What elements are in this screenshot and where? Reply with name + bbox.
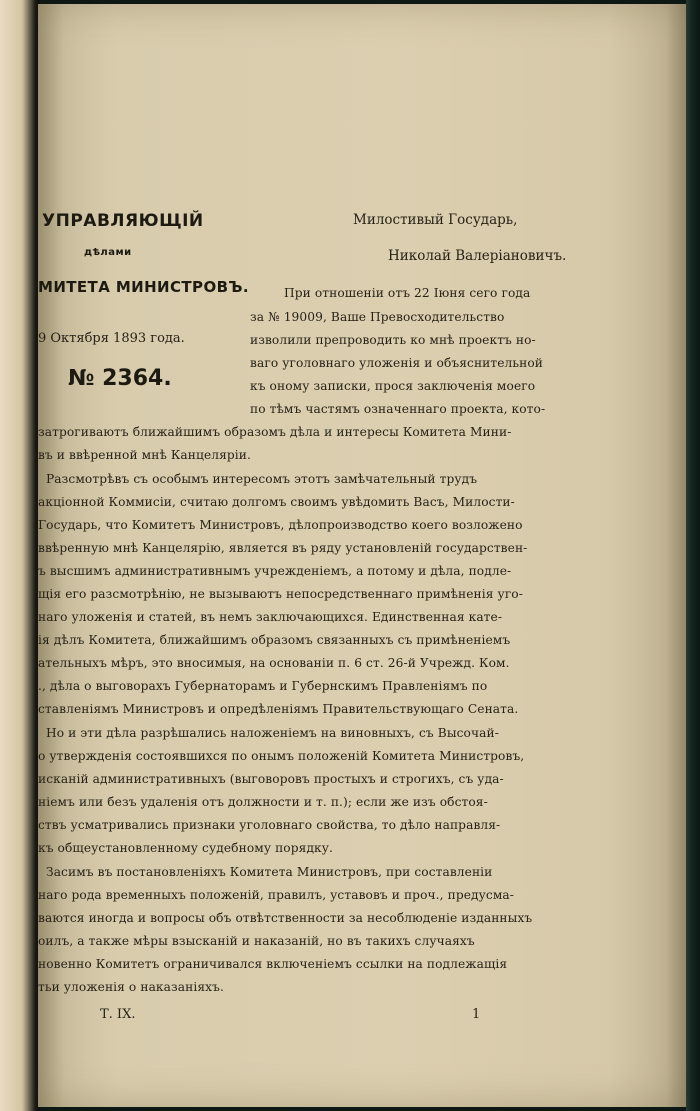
body-line: къ общеустановленному судебному порядку. [38,841,334,855]
salutation-line-2: Николай Валеріановичъ. [388,248,567,264]
volume-marker: Т. IX. [100,1007,136,1022]
body-line: новенно Комитетъ ограничивался включеніемъ ссылки на подлежащія [38,957,508,971]
body-line: къ оному записки, прося заключенія моего [250,379,536,393]
body-line: щія его разсмотрѣнію, не вызываютъ непосредственнаго примѣненія уго- [38,587,523,601]
body-line: ія дѣлъ Комитета, ближайшимъ образомъ связанныхъ съ примѣненіемъ [38,633,511,647]
body-line: Но и эти дѣла разрѣшались наложеніемъ на виновныхъ, съ Высочай- [46,726,499,740]
book-binding-left [0,0,40,1111]
body-line: При отношеніи отъ 22 Іюня сего года [284,286,531,300]
body-line: наго уложенія и статей, въ немъ заключающихся. Единственная кате- [38,610,503,624]
body-line: въ и ввѣренной мнѣ Канцеляріи. [38,448,251,462]
body-line: по тѣмъ частямъ означеннаго проекта, кото- [250,402,546,416]
book-edge-right [686,0,700,1111]
body-line: Государь, что Комитетъ Министровъ, дѣлопроизводство коего возложено [38,518,523,532]
body-line: ввѣренную мнѣ Канцелярію, является въ ряду установленій государствен- [38,541,528,555]
body-line: оилъ, а также мѣры взысканій и наказаній, но въ такихъ случаяхъ [38,934,475,948]
body-line: затрогиваютъ ближайшимъ образомъ дѣла и интересы Комитета Мини- [38,425,512,439]
document-page [38,4,686,1107]
body-line: ніемъ или безъ удаленія отъ должности и т. п.); если же изъ обстоя- [38,795,488,809]
body-line: Засимъ въ постановленіяхъ Комитета Министровъ, при составленіи [46,865,493,879]
salutation-line-1: Милостивый Государь, [353,212,518,228]
page-number: 1 [472,1007,481,1022]
body-line: ., дѣла о выговорахъ Губернаторамъ и Губернскимъ Правленіямъ по [38,679,488,693]
body-line: ваются иногда и вопросы объ отвѣтственности за несоблюденіе изданныхъ [38,911,533,925]
body-line: тьи уложенія о наказаніяхъ. [38,980,224,994]
letterhead-subtitle: дѣлами [84,247,132,258]
body-line: Разсмотрѣвъ съ особымъ интересомъ этотъ замѣчательный трудъ [46,472,478,486]
body-line: акціонной Коммисіи, считаю долгомъ своимъ увѣдомить Васъ, Милости- [38,495,515,509]
body-line: за № 19009, Ваше Превосходительство [250,310,505,324]
letter-date: 9 Октября 1893 года. [38,331,185,346]
body-line: ставленіямъ Министровъ и опредѣленіямъ Правительствующаго Сената. [38,702,519,716]
body-line: наго рода временныхъ положеній, правилъ, уставовъ и проч., предусма- [38,888,514,902]
body-line: о утвержденія состоявшихся по онымъ положеній Комитета Министровъ, [38,749,525,763]
letter-number: № 2364. [68,366,172,391]
body-line: ствъ усматривались признаки уголовнаго свойства, то дѣло направля- [38,818,501,832]
letterhead-title: УПРАВЛЯЮЩІЙ [42,211,204,231]
body-line: ательныхъ мѣръ, это вносимыя, на основаніи п. 6 ст. 26-й Учрежд. Ком. [38,656,510,670]
body-line: ваго уголовнаго уложенія и объяснительной [250,356,544,370]
body-line: исканій административныхъ (выговоровъ простыхъ и строгихъ, съ уда- [38,772,504,786]
body-line: ъ высшимъ административнымъ учрежденіемъ, а потому и дѣла, подле- [38,564,512,578]
letterhead-organization: МИТЕТА МИНИСТРОВЪ. [38,278,250,296]
body-line: изволили препроводить ко мнѣ проектъ но- [250,333,536,347]
